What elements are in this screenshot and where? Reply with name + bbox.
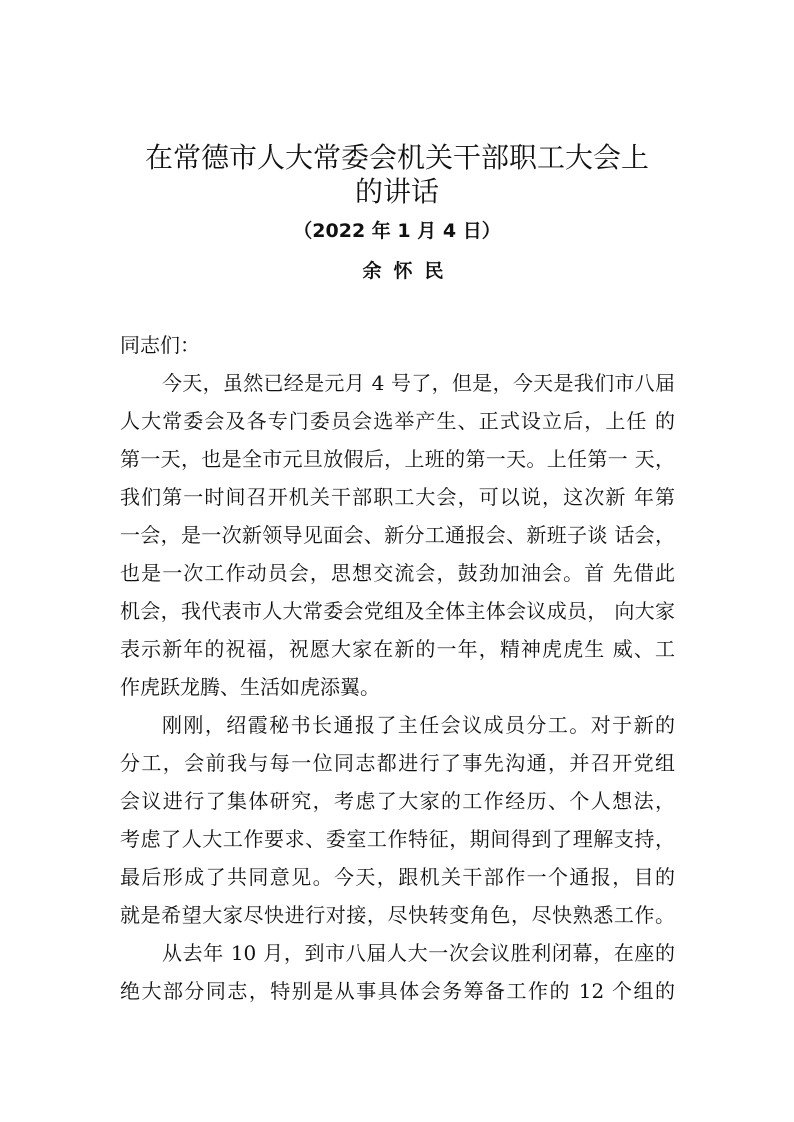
body-line: 今天，虽然已经是元月 4 号了，但是，今天是我们市八届: [162, 371, 675, 395]
body-line: 会议进行了集体研究，考虑了大家的工作经历、个人想法，: [120, 789, 675, 813]
title-line-2: 的讲话: [354, 175, 439, 208]
salutation: 同志们：: [120, 333, 200, 357]
author: 余怀民: [362, 260, 456, 282]
body-line: 就是希望大家尽快进行对接，尽快转变角色，尽快熟悉工作。: [120, 903, 675, 927]
body-line: 分工，会前我与每一位同志都进行了事先沟通，并召开党组: [120, 751, 675, 775]
body-line: 表示新年的祝福，祝愿大家在新的一年，精神虎虎生 威、工: [120, 637, 675, 661]
speech-date: （2022 年 1 月 4 日）: [293, 220, 501, 242]
body-line: 从去年 10 月，到市八届人大一次会议胜利闭幕，在座的: [162, 941, 675, 965]
body-line: 我们第一时间召开机关干部职工大会，可以说，这次新 年第: [120, 485, 675, 509]
body-line: 人大常委会及各专门委员会选举产生、正式设立后，上任 的: [120, 409, 675, 433]
body-line: 机会，我代表市人大常委会党组及全体主体会议成员， 向大家: [120, 599, 675, 623]
body-line: 考虑了人大工作要求、委室工作特征，期间得到了理解支持，: [120, 827, 675, 851]
body-line: 第一天，也是全市元旦放假后，上班的第一天。上任第一 天，: [120, 447, 675, 471]
body-line: 绝大部分同志，特别是从事具体会务筹备工作的 12 个组的: [120, 979, 675, 1003]
body-line: 刚刚，绍霞秘书长通报了主任会议成员分工。对于新的: [162, 713, 675, 737]
body-line: 也是一次工作动员会，思想交流会，鼓劲加油会。首 先借此: [120, 561, 675, 585]
body-line: 最后形成了共同意见。今天，跟机关干部作一个通报，目的: [120, 865, 675, 889]
body-line: 一会，是一次新领导见面会、新分工通报会、新班子谈 话会，: [120, 523, 675, 547]
body-line: 作虎跃龙腾、生活如虎添翼。: [120, 675, 380, 699]
title-line-1: 在常德市人大常委会机关干部职工大会上: [144, 141, 649, 174]
